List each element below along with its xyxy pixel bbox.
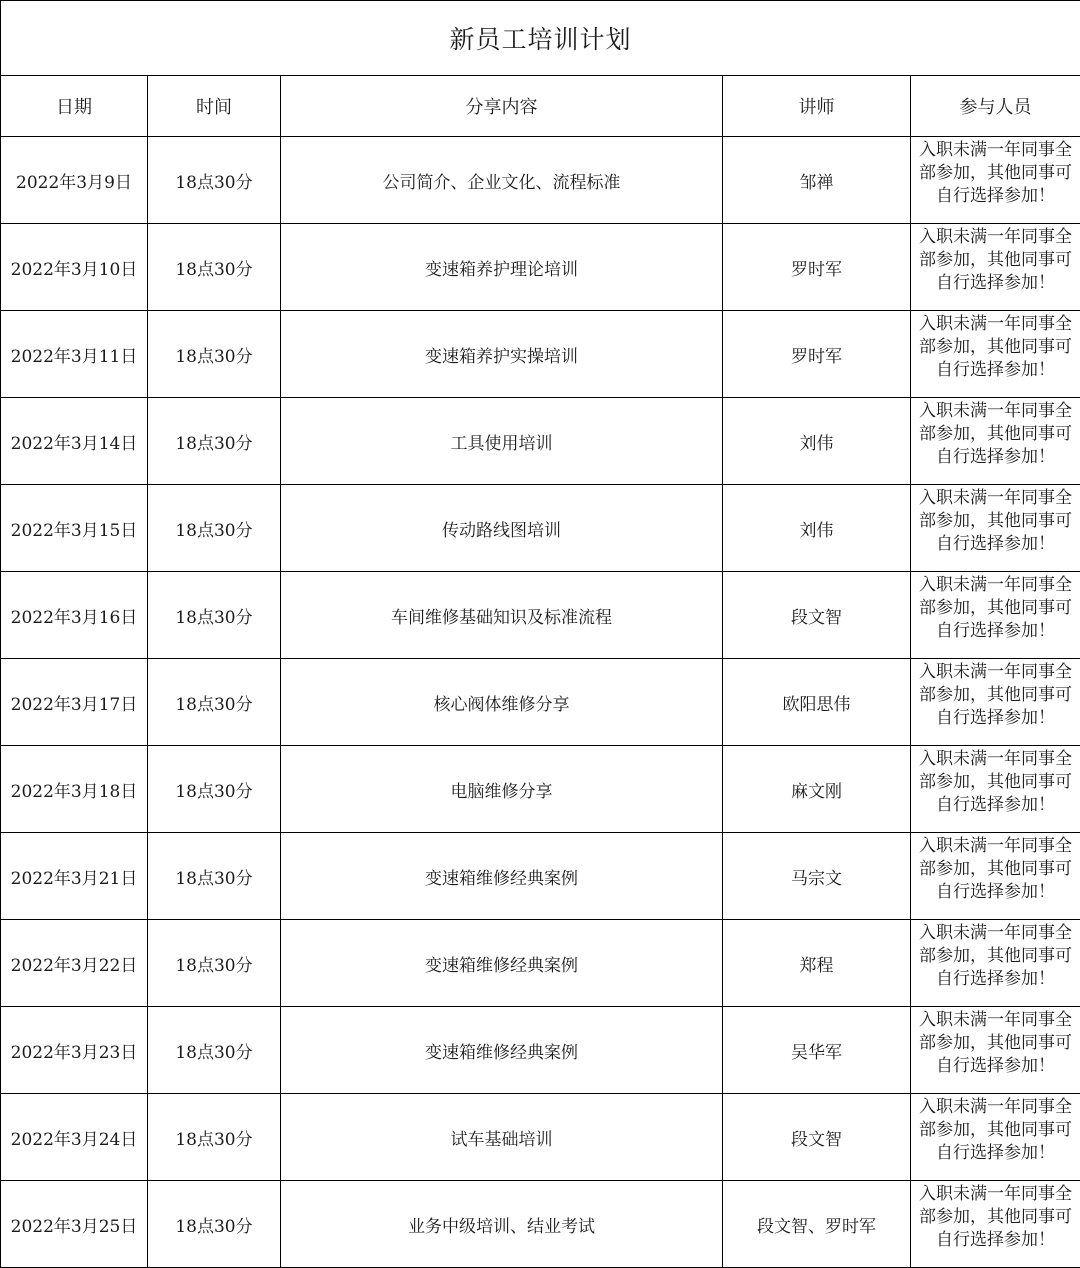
lecturer-cell: 刘伟 (723, 485, 911, 572)
participants-cell (911, 746, 1080, 833)
table-row (1, 485, 1080, 572)
lecturer-cell: 段文智、罗时军 (723, 1181, 911, 1268)
time-cell: 18点30分 (148, 572, 281, 659)
participants-cell (911, 833, 1080, 920)
time-cell: 18点30分 (148, 311, 281, 398)
date-cell: 2022年3月24日 (1, 1094, 148, 1181)
content-cell: 变速箱养护实操培训 (281, 311, 723, 398)
header-time: 时间 (148, 76, 281, 137)
table-row (1, 311, 1080, 398)
participants-text: 入职未满一年同事全部参加，其他同事可自行选择参加！ (911, 1181, 1080, 1267)
header-row (1, 76, 1080, 137)
table-row (1, 137, 1080, 224)
time-cell: 18点30分 (148, 1094, 281, 1181)
table-row (1, 746, 1080, 833)
table-row (1, 572, 1080, 659)
content-cell: 工具使用培训 (281, 398, 723, 485)
lecturer-cell: 刘伟 (723, 398, 911, 485)
lecturer-cell: 罗时军 (723, 224, 911, 311)
content-cell: 核心阀体维修分享 (281, 659, 723, 746)
date-cell: 2022年3月16日 (1, 572, 148, 659)
participants-cell (911, 920, 1080, 1007)
lecturer-cell: 罗时军 (723, 311, 911, 398)
date-cell: 2022年3月14日 (1, 398, 148, 485)
date-cell: 2022年3月15日 (1, 485, 148, 572)
participants-cell (911, 311, 1080, 398)
lecturer-cell: 马宗文 (723, 833, 911, 920)
time-cell: 18点30分 (148, 659, 281, 746)
participants-cell (911, 137, 1080, 224)
date-cell: 2022年3月18日 (1, 746, 148, 833)
time-cell: 18点30分 (148, 224, 281, 311)
lecturer-cell: 邹禅 (723, 137, 911, 224)
content-cell: 变速箱维修经典案例 (281, 833, 723, 920)
participants-text: 入职未满一年同事全部参加，其他同事可自行选择参加！ (911, 746, 1080, 832)
time-cell: 18点30分 (148, 833, 281, 920)
content-cell: 试车基础培训 (281, 1094, 723, 1181)
participants-text: 入职未满一年同事全部参加，其他同事可自行选择参加！ (911, 833, 1080, 919)
date-cell: 2022年3月23日 (1, 1007, 148, 1094)
participants-text: 入职未满一年同事全部参加，其他同事可自行选择参加！ (911, 485, 1080, 571)
table-title: 新员工培训计划 (1, 1, 1080, 76)
participants-text: 入职未满一年同事全部参加，其他同事可自行选择参加！ (911, 659, 1080, 745)
participants-text: 入职未满一年同事全部参加，其他同事可自行选择参加！ (911, 137, 1080, 223)
date-cell: 2022年3月10日 (1, 224, 148, 311)
time-cell: 18点30分 (148, 398, 281, 485)
content-cell: 变速箱维修经典案例 (281, 1007, 723, 1094)
time-cell: 18点30分 (148, 1181, 281, 1268)
participants-cell (911, 485, 1080, 572)
table-row (1, 224, 1080, 311)
participants-cell (911, 398, 1080, 485)
lecturer-cell: 郑程 (723, 920, 911, 1007)
time-cell: 18点30分 (148, 485, 281, 572)
content-cell: 业务中级培训、结业考试 (281, 1181, 723, 1268)
lecturer-cell: 吴华军 (723, 1007, 911, 1094)
title-row (1, 1, 1080, 76)
lecturer-cell: 麻文刚 (723, 746, 911, 833)
participants-text: 入职未满一年同事全部参加，其他同事可自行选择参加！ (911, 920, 1080, 1006)
date-cell: 2022年3月17日 (1, 659, 148, 746)
table-row (1, 1181, 1080, 1268)
date-cell: 2022年3月11日 (1, 311, 148, 398)
lecturer-cell: 段文智 (723, 1094, 911, 1181)
participants-text: 入职未满一年同事全部参加，其他同事可自行选择参加！ (911, 224, 1080, 310)
header-date: 日期 (1, 76, 148, 137)
content-cell: 车间维修基础知识及标准流程 (281, 572, 723, 659)
participants-cell (911, 1181, 1080, 1268)
time-cell: 18点30分 (148, 746, 281, 833)
table-row (1, 659, 1080, 746)
participants-text: 入职未满一年同事全部参加，其他同事可自行选择参加！ (911, 1094, 1080, 1180)
time-cell: 18点30分 (148, 920, 281, 1007)
participants-text: 入职未满一年同事全部参加，其他同事可自行选择参加！ (911, 311, 1080, 397)
table-row (1, 833, 1080, 920)
participants-text: 入职未满一年同事全部参加，其他同事可自行选择参加！ (911, 572, 1080, 658)
table-row (1, 398, 1080, 485)
content-cell: 变速箱养护理论培训 (281, 224, 723, 311)
date-cell: 2022年3月25日 (1, 1181, 148, 1268)
participants-cell (911, 659, 1080, 746)
table-row (1, 1094, 1080, 1181)
lecturer-cell: 段文智 (723, 572, 911, 659)
participants-cell (911, 572, 1080, 659)
content-cell: 传动路线图培训 (281, 485, 723, 572)
participants-cell (911, 1007, 1080, 1094)
date-cell: 2022年3月21日 (1, 833, 148, 920)
content-cell: 公司简介、企业文化、流程标准 (281, 137, 723, 224)
time-cell: 18点30分 (148, 1007, 281, 1094)
date-cell: 2022年3月22日 (1, 920, 148, 1007)
participants-text: 入职未满一年同事全部参加，其他同事可自行选择参加！ (911, 398, 1080, 484)
participants-cell (911, 1094, 1080, 1181)
participants-text: 入职未满一年同事全部参加，其他同事可自行选择参加！ (911, 1007, 1080, 1093)
header-content: 分享内容 (281, 76, 723, 137)
content-cell: 变速箱维修经典案例 (281, 920, 723, 1007)
table-row (1, 920, 1080, 1007)
lecturer-cell: 欧阳思伟 (723, 659, 911, 746)
time-cell: 18点30分 (148, 137, 281, 224)
participants-cell (911, 224, 1080, 311)
date-cell: 2022年3月9日 (1, 137, 148, 224)
header-participants: 参与人员 (911, 76, 1080, 137)
header-lecturer: 讲师 (723, 76, 911, 137)
content-cell: 电脑维修分享 (281, 746, 723, 833)
table-row (1, 1007, 1080, 1094)
